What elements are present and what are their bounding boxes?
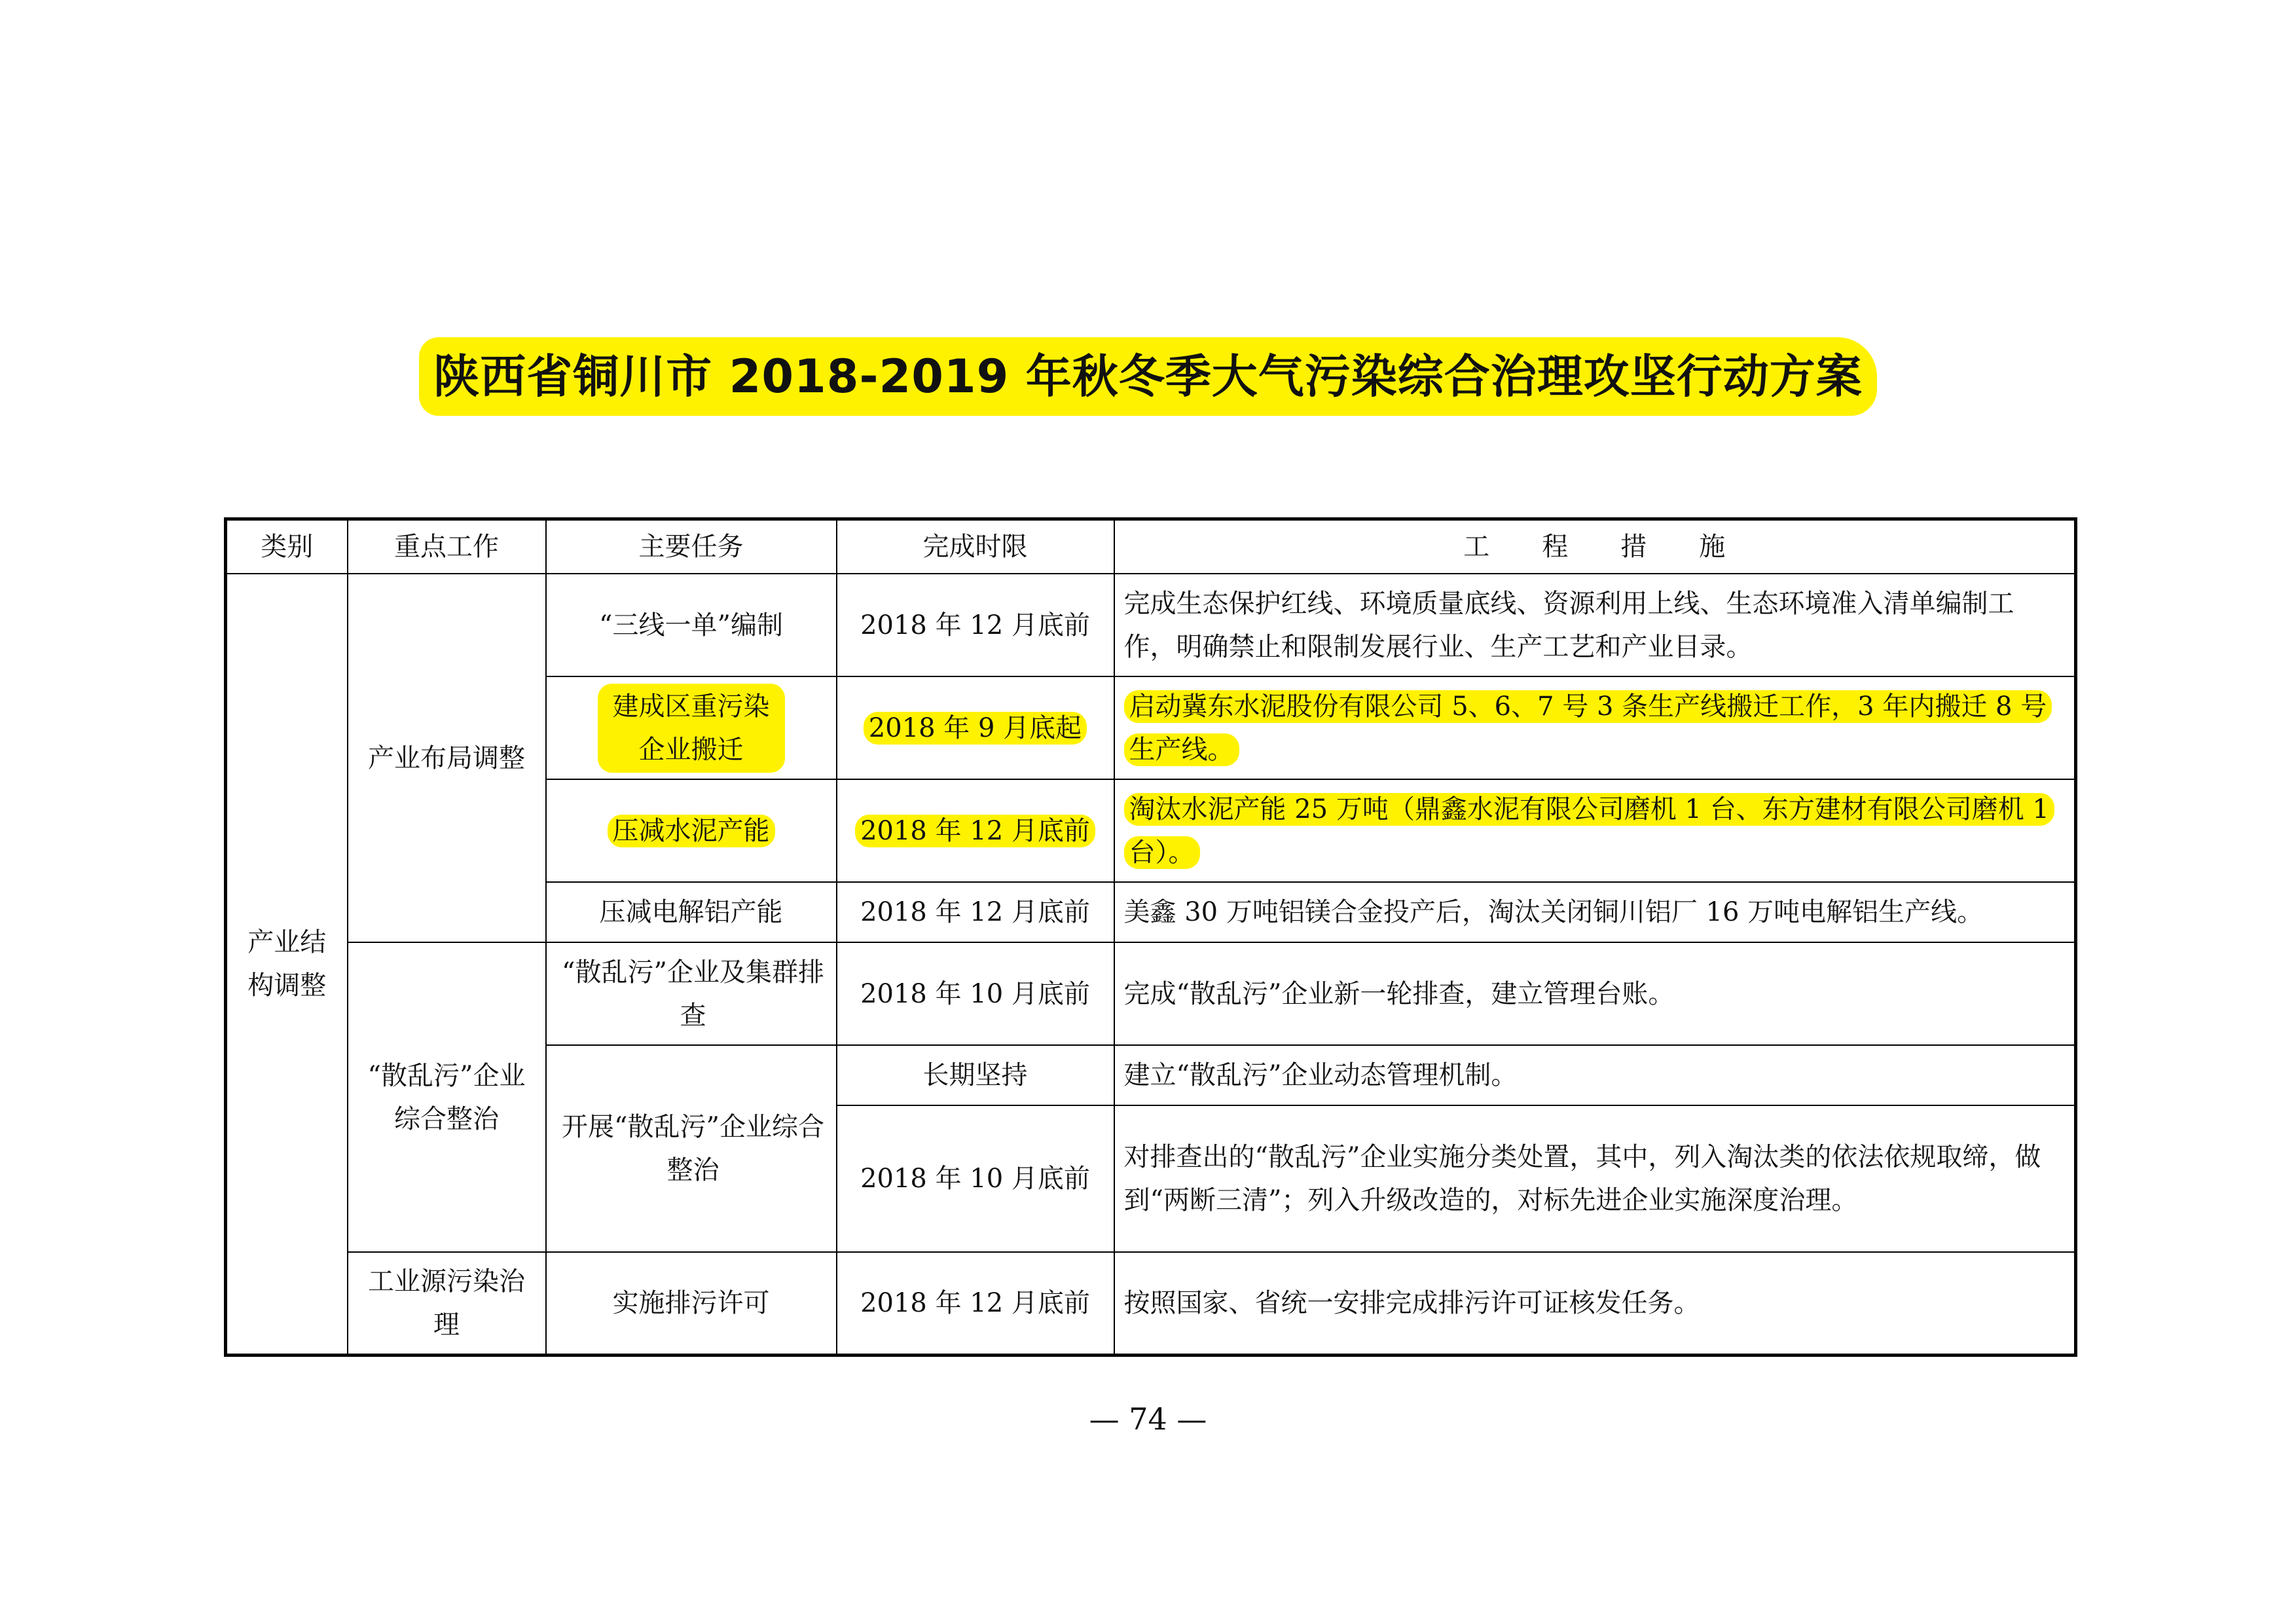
header-deadline: 完成时限 — [837, 519, 1114, 574]
deadline-label: 2018 年 9 月底起 — [864, 712, 1087, 745]
task-cell — [546, 779, 837, 882]
measure-cell — [1114, 1105, 2076, 1252]
task-label: 压减电解铝产能 — [599, 897, 783, 927]
task-cell — [546, 1252, 837, 1355]
measure-text: 启动冀东水泥股份有限公司 5、6、7 号 3 条生产线搬迁工作，3 年内搬迁 8 号生产线。 — [1124, 690, 2052, 766]
title-wrapper — [0, 337, 2296, 416]
task-label: 开展“散乱污”企业综合整治 — [562, 1112, 824, 1185]
key-work-cell — [348, 1252, 546, 1355]
task-label: 压减水泥产能 — [608, 815, 775, 847]
category-label: 产业结构调整 — [247, 927, 327, 1001]
table-row — [226, 1252, 2076, 1355]
measure-text: 对排查出的“散乱污”企业实施分类处置，其中，列入淘汰类的依法依规取缔，做到“两断三清”；列入升级改造的，对标先进企业实施深度治理。 — [1123, 1142, 2041, 1215]
header-main-task: 主要任务 — [546, 519, 837, 574]
deadline-cell — [837, 1252, 1114, 1355]
table-row — [226, 574, 2076, 676]
key-work-label: 工业源污染治理 — [368, 1266, 525, 1340]
header-key-work: 重点工作 — [348, 519, 546, 574]
measure-cell — [1114, 882, 2076, 942]
deadline-label: 长期坚持 — [922, 1060, 1028, 1090]
deadline-cell — [837, 779, 1114, 882]
document-title: 陕西省铜川市 2018-2019 年秋冬季大气污染综合治理攻坚行动方案 — [419, 337, 1876, 416]
task-label: 建成区重污染企业搬迁 — [598, 684, 785, 773]
deadline-cell — [837, 1045, 1114, 1105]
deadline-cell — [837, 882, 1114, 942]
deadline-label: 2018 年 12 月底前 — [860, 610, 1090, 640]
key-work-label: “散乱污”企业综合整治 — [367, 1060, 526, 1134]
header-measures-char: 施 — [1699, 532, 1726, 562]
measure-cell — [1114, 1252, 2076, 1355]
measure-text: 完成“散乱污”企业新一轮排查，建立管理台账。 — [1123, 978, 1675, 1009]
deadline-cell — [837, 1105, 1114, 1252]
deadline-cell — [837, 676, 1114, 779]
measure-cell — [1114, 676, 2076, 779]
page-number: — 74 — — [1089, 1401, 1207, 1437]
measure-text: 美鑫 30 万吨铝镁合金投产后，淘汰关闭铜川铝厂 16 万吨电解铝生产线。 — [1123, 897, 1984, 927]
deadline-label: 2018 年 12 月底前 — [860, 897, 1090, 927]
task-cell — [546, 942, 837, 1045]
task-label: 实施排污许可 — [612, 1287, 770, 1318]
category-cell — [226, 574, 348, 1355]
deadline-cell — [837, 574, 1114, 676]
task-label: “三线一单”编制 — [599, 610, 783, 640]
task-cell — [546, 1045, 837, 1252]
measure-text: 淘汰水泥产能 25 万吨（鼎鑫水泥有限公司磨机 1 台、东方建材有限公司磨机 1 台）。 — [1124, 793, 2054, 869]
measure-cell — [1114, 779, 2076, 882]
task-cell — [546, 574, 837, 676]
measure-text: 完成生态保护红线、环境质量底线、资源利用上线、生态环境准入清单编制工作，明确禁止和限制发展行业、生产工艺和产业目录。 — [1123, 588, 2014, 662]
task-cell — [546, 882, 837, 942]
deadline-label: 2018 年 12 月底前 — [860, 1287, 1090, 1318]
deadline-cell — [837, 942, 1114, 1045]
header-measures — [1114, 519, 2076, 574]
header-measures-char: 程 — [1542, 532, 1569, 562]
key-work-label: 产业布局调整 — [368, 743, 525, 773]
measure-text: 按照国家、省统一安排完成排污许可证核发任务。 — [1123, 1287, 1700, 1318]
key-work-cell — [348, 942, 546, 1252]
deadline-label: 2018 年 12 月底前 — [855, 815, 1095, 847]
header-category: 类别 — [226, 519, 348, 574]
action-plan-table — [224, 517, 2077, 1357]
deadline-label: 2018 年 10 月底前 — [860, 1164, 1090, 1194]
measure-cell — [1114, 574, 2076, 676]
header-measures-char: 措 — [1620, 532, 1647, 562]
key-work-cell — [348, 574, 546, 942]
deadline-label: 2018 年 10 月底前 — [860, 978, 1090, 1009]
header-measures-char: 工 — [1463, 532, 1490, 562]
task-label: “散乱污”企业及集群排查 — [562, 957, 824, 1031]
table-header-row — [226, 519, 2076, 574]
table-row — [226, 942, 2076, 1045]
measure-text: 建立“散乱污”企业动态管理机制。 — [1123, 1060, 1518, 1090]
task-cell — [546, 676, 837, 779]
measure-cell — [1114, 1045, 2076, 1105]
measure-cell — [1114, 942, 2076, 1045]
